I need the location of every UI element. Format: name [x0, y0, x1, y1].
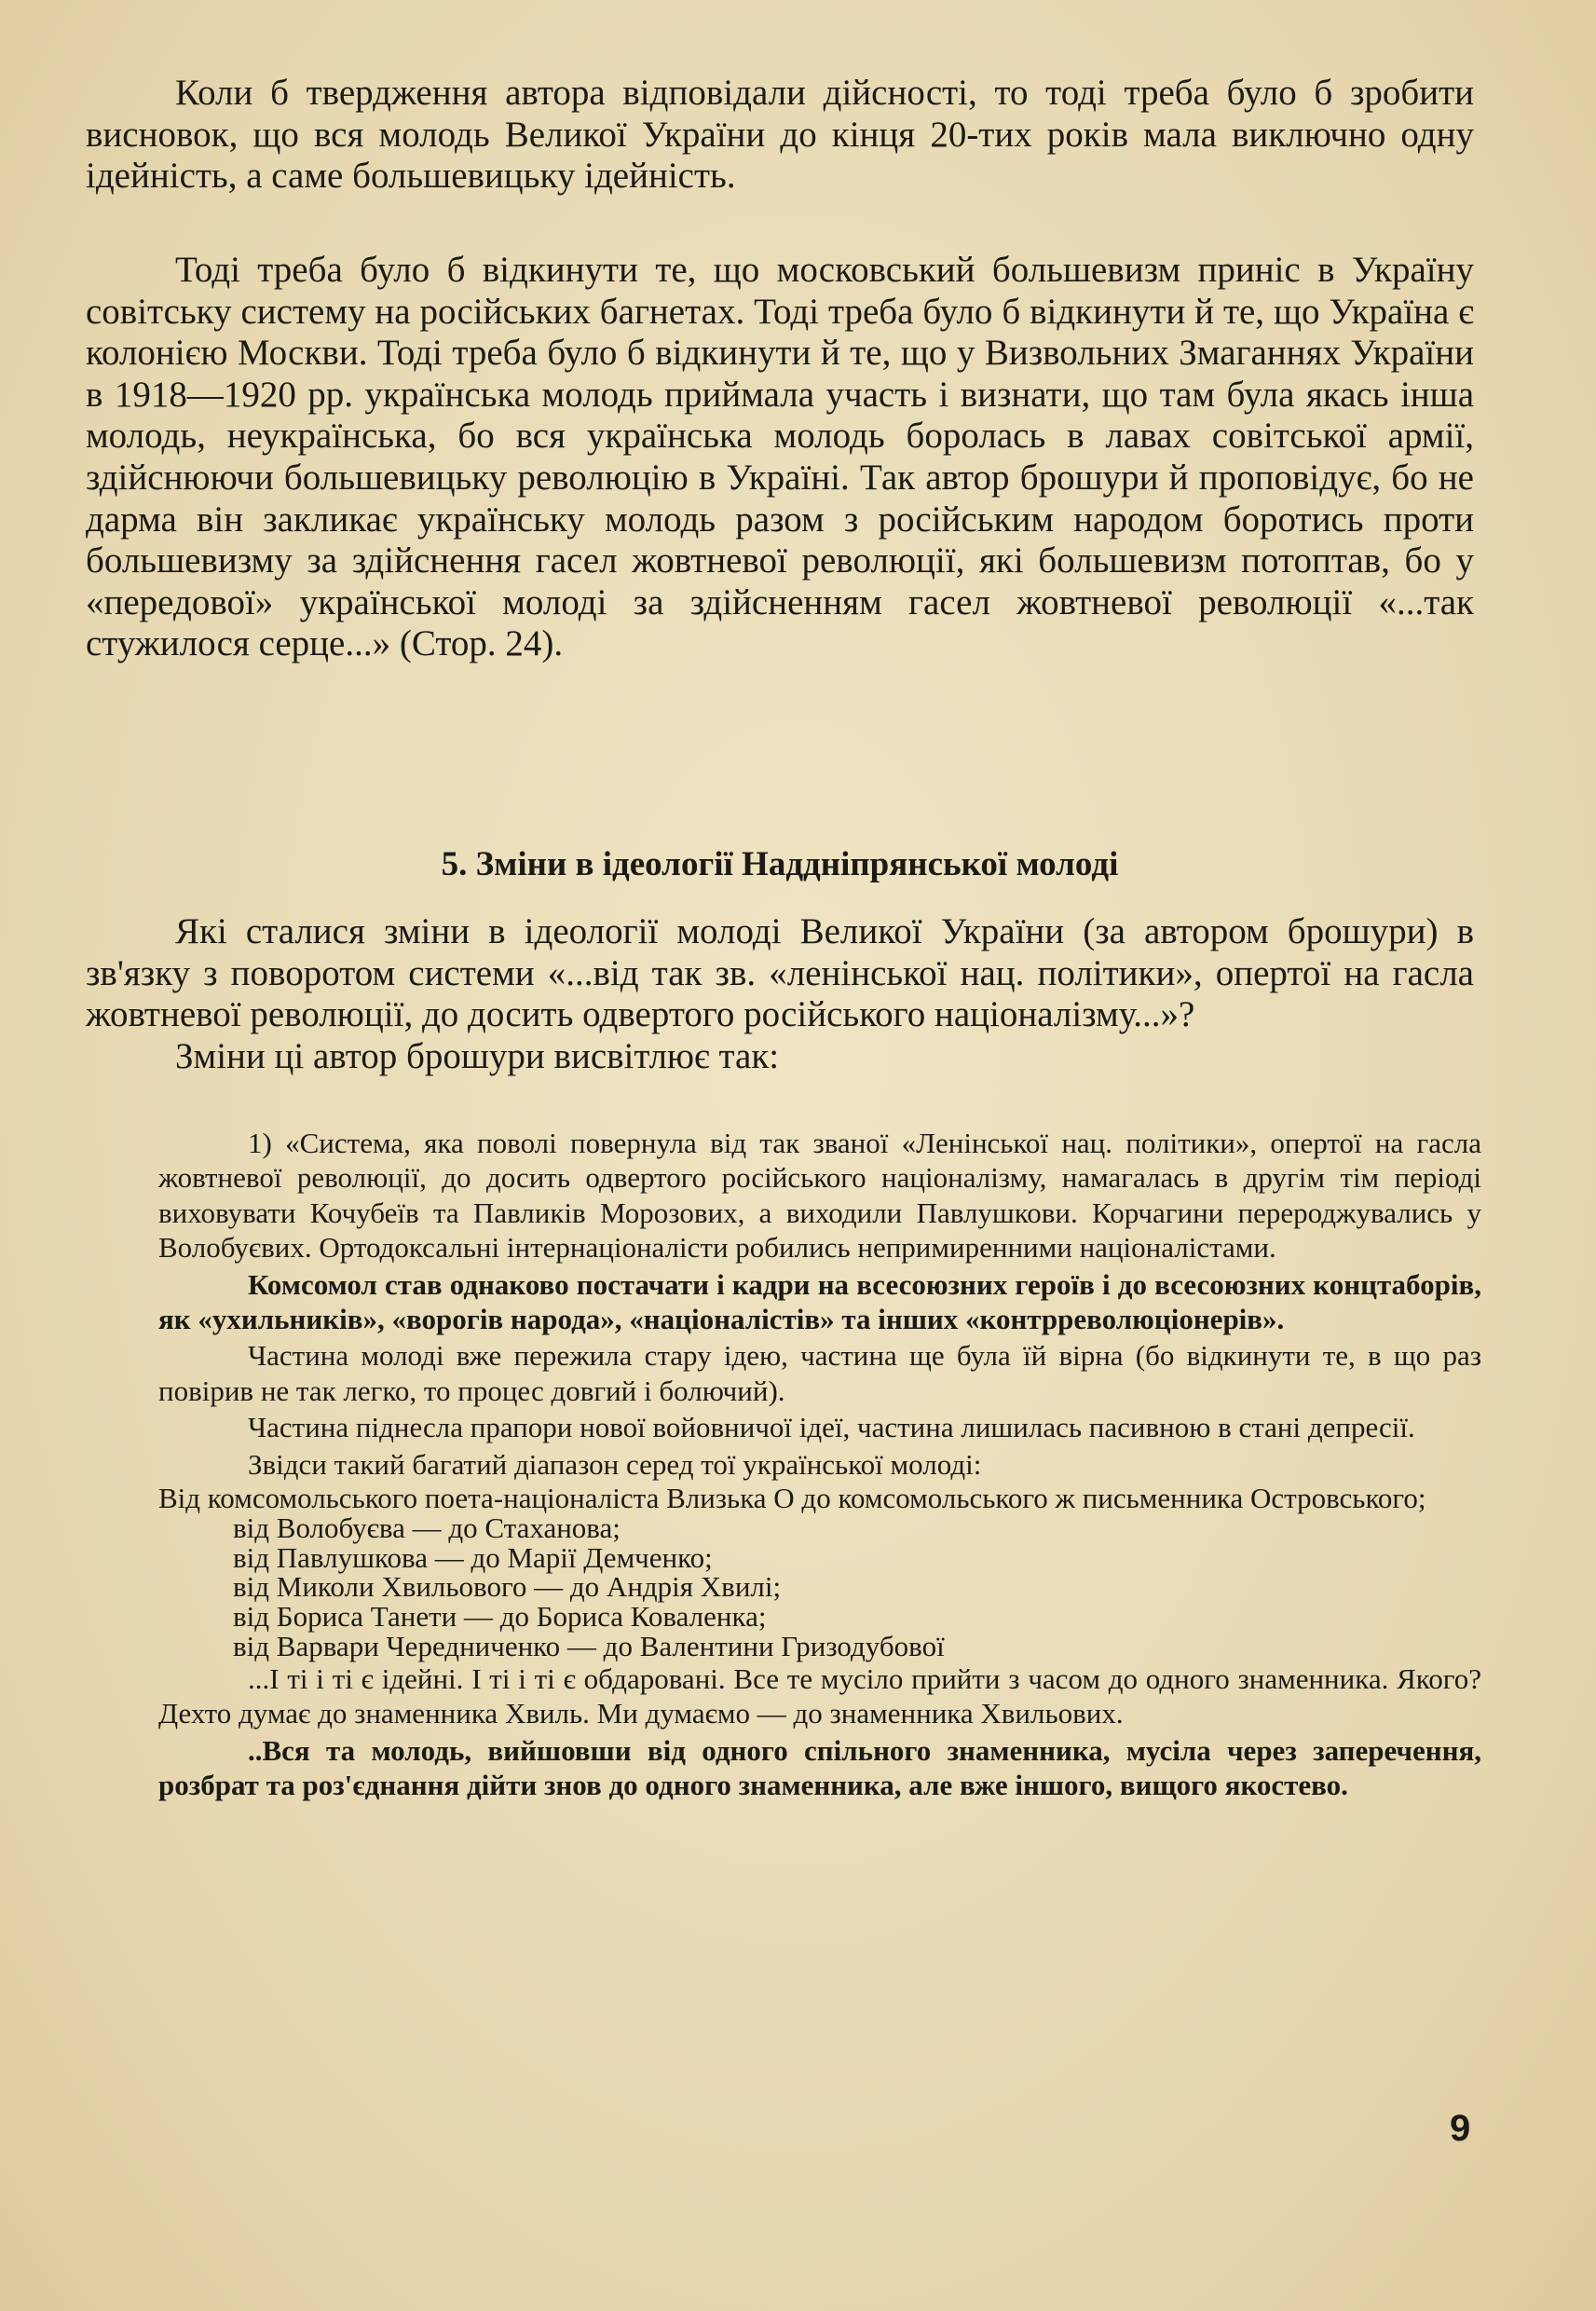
- question-text: Які сталися зміни в ідеології молоді Великої України (за автором брошури) в зв'язку з поворотом системи «...від так зв. «ленінської нац. політики», опертої на гасла жовтневої революції, до досить одвертого російського націоналізму...»?: [86, 911, 1474, 1035]
- second-paragraph: [86, 250, 1474, 665]
- intro-paragraph: [86, 73, 1474, 198]
- quote-paragraph-5: Звідси такий багатий діапазон серед тої української молоді:: [248, 1447, 982, 1481]
- quote-paragraph-3: Частина молоді вже пережила стару ідею, частина ще була їй вірна (бо відкинути те, в що раз повірив не так легко, то процес довгий і болючий).: [158, 1339, 1481, 1407]
- quoted-block: [158, 1126, 1481, 1804]
- intro-text: Коли б твердження автора відповідали дійсності, то тоді треба було б зробити висновок, що вся молодь Великої України до кінця 20-тих років мала виключно одну ідейність, а саме большевицьку ідейність.: [86, 73, 1474, 197]
- question-tail-text: Зміни ці автор брошури висвітлює так:: [175, 1035, 780, 1076]
- quote-paragraph-2: Комсомол став однаково постачати і кадри на всесоюзних героїв і до всесоюзних концтаборів, як «ухильників», «ворогів народа», «націоналістів» та інших «контрреволюціонерів».: [158, 1267, 1481, 1336]
- list-item: від Бориса Танети — до Бориса Коваленка;: [233, 1600, 767, 1634]
- quote-paragraph-1: 1) «Система, яка поволі повернула від так званої «Ленінської нац. політики», опертої на гасла жовтневої революції, до досить одвертого російського націоналізму, намагалась в другім тім періоді виховувати Кочубеїв та Павликів Морозових, а виходили Павлушкови. Корчагини перероджувались у Волобуєвих. Ортодоксальні інтернаціоналісти робились непримиренними націоналістами.: [158, 1127, 1481, 1265]
- quote-paragraph-7: ..Вся та молодь, вийшовши від одного спільного знаменника, мусіла через заперечення, розбрат та роз'єднання дійти знов до одного знаменника, але вже іншого, вищого якостево.: [158, 1733, 1481, 1802]
- names-list: [158, 1484, 1481, 1661]
- second-paragraph-text: Тоді треба було б відкинути те, що московський большевизм приніс в Україну совітську систему на російських багнетах. Тоді треба було б відкинути й те, що Україна є колонією Москви. Тоді треба було б відкинути й те, що у Визвольних Змаганнях України в 1918—1920 рр. українська молодь приймала участь і визнати, що там була якась інша молодь, неукраїнська, бо вся українська молодь боролась в лавах совітської армії, здійснюючи большевицьку революцію в Україні. Так автор брошури й проповідує, бо не дарма він закликає українську молодь разом з російським народом боротись проти большевизму за здійснення гасел жовтневої революції, які большевизм потоптав, бо у «передової» української молоді за здійсненням гасел жовтневої революції «...так стужилося серце...» (Стор. 24).: [86, 250, 1474, 664]
- list-item: від Волобуєва — до Стаханова;: [233, 1511, 621, 1544]
- question-paragraph: [86, 911, 1474, 1077]
- page-number: 9: [1450, 2108, 1471, 2149]
- section-heading: 5. Зміни в ідеології Наддніпрянської молоді: [441, 845, 1119, 883]
- list-item: Від комсомольського поета-націоналіста Влизька О до комсомольського ж письменника Островського;: [158, 1482, 1426, 1515]
- list-item: від Павлушкова — до Марії Демченко;: [233, 1540, 713, 1574]
- quote-paragraph-6: ...І ті і ті є ідейні. І ті і ті є обдаровані. Все те мусіло прийти з часом до одного знаменника. Якого? Дехто думає до знаменника Хвиль. Ми думаємо — до знаменника Хвильових.: [158, 1661, 1481, 1730]
- list-item: від Миколи Хвильового — до Андрія Хвилі;: [233, 1570, 782, 1604]
- list-item: від Варвари Чередниченко — до Валентини Гризодубової: [233, 1630, 945, 1663]
- quote-paragraph-4: Частина піднесла прапори нової войовничої ідеї, частина лишилась пасивною в стані депресії.: [248, 1411, 1415, 1444]
